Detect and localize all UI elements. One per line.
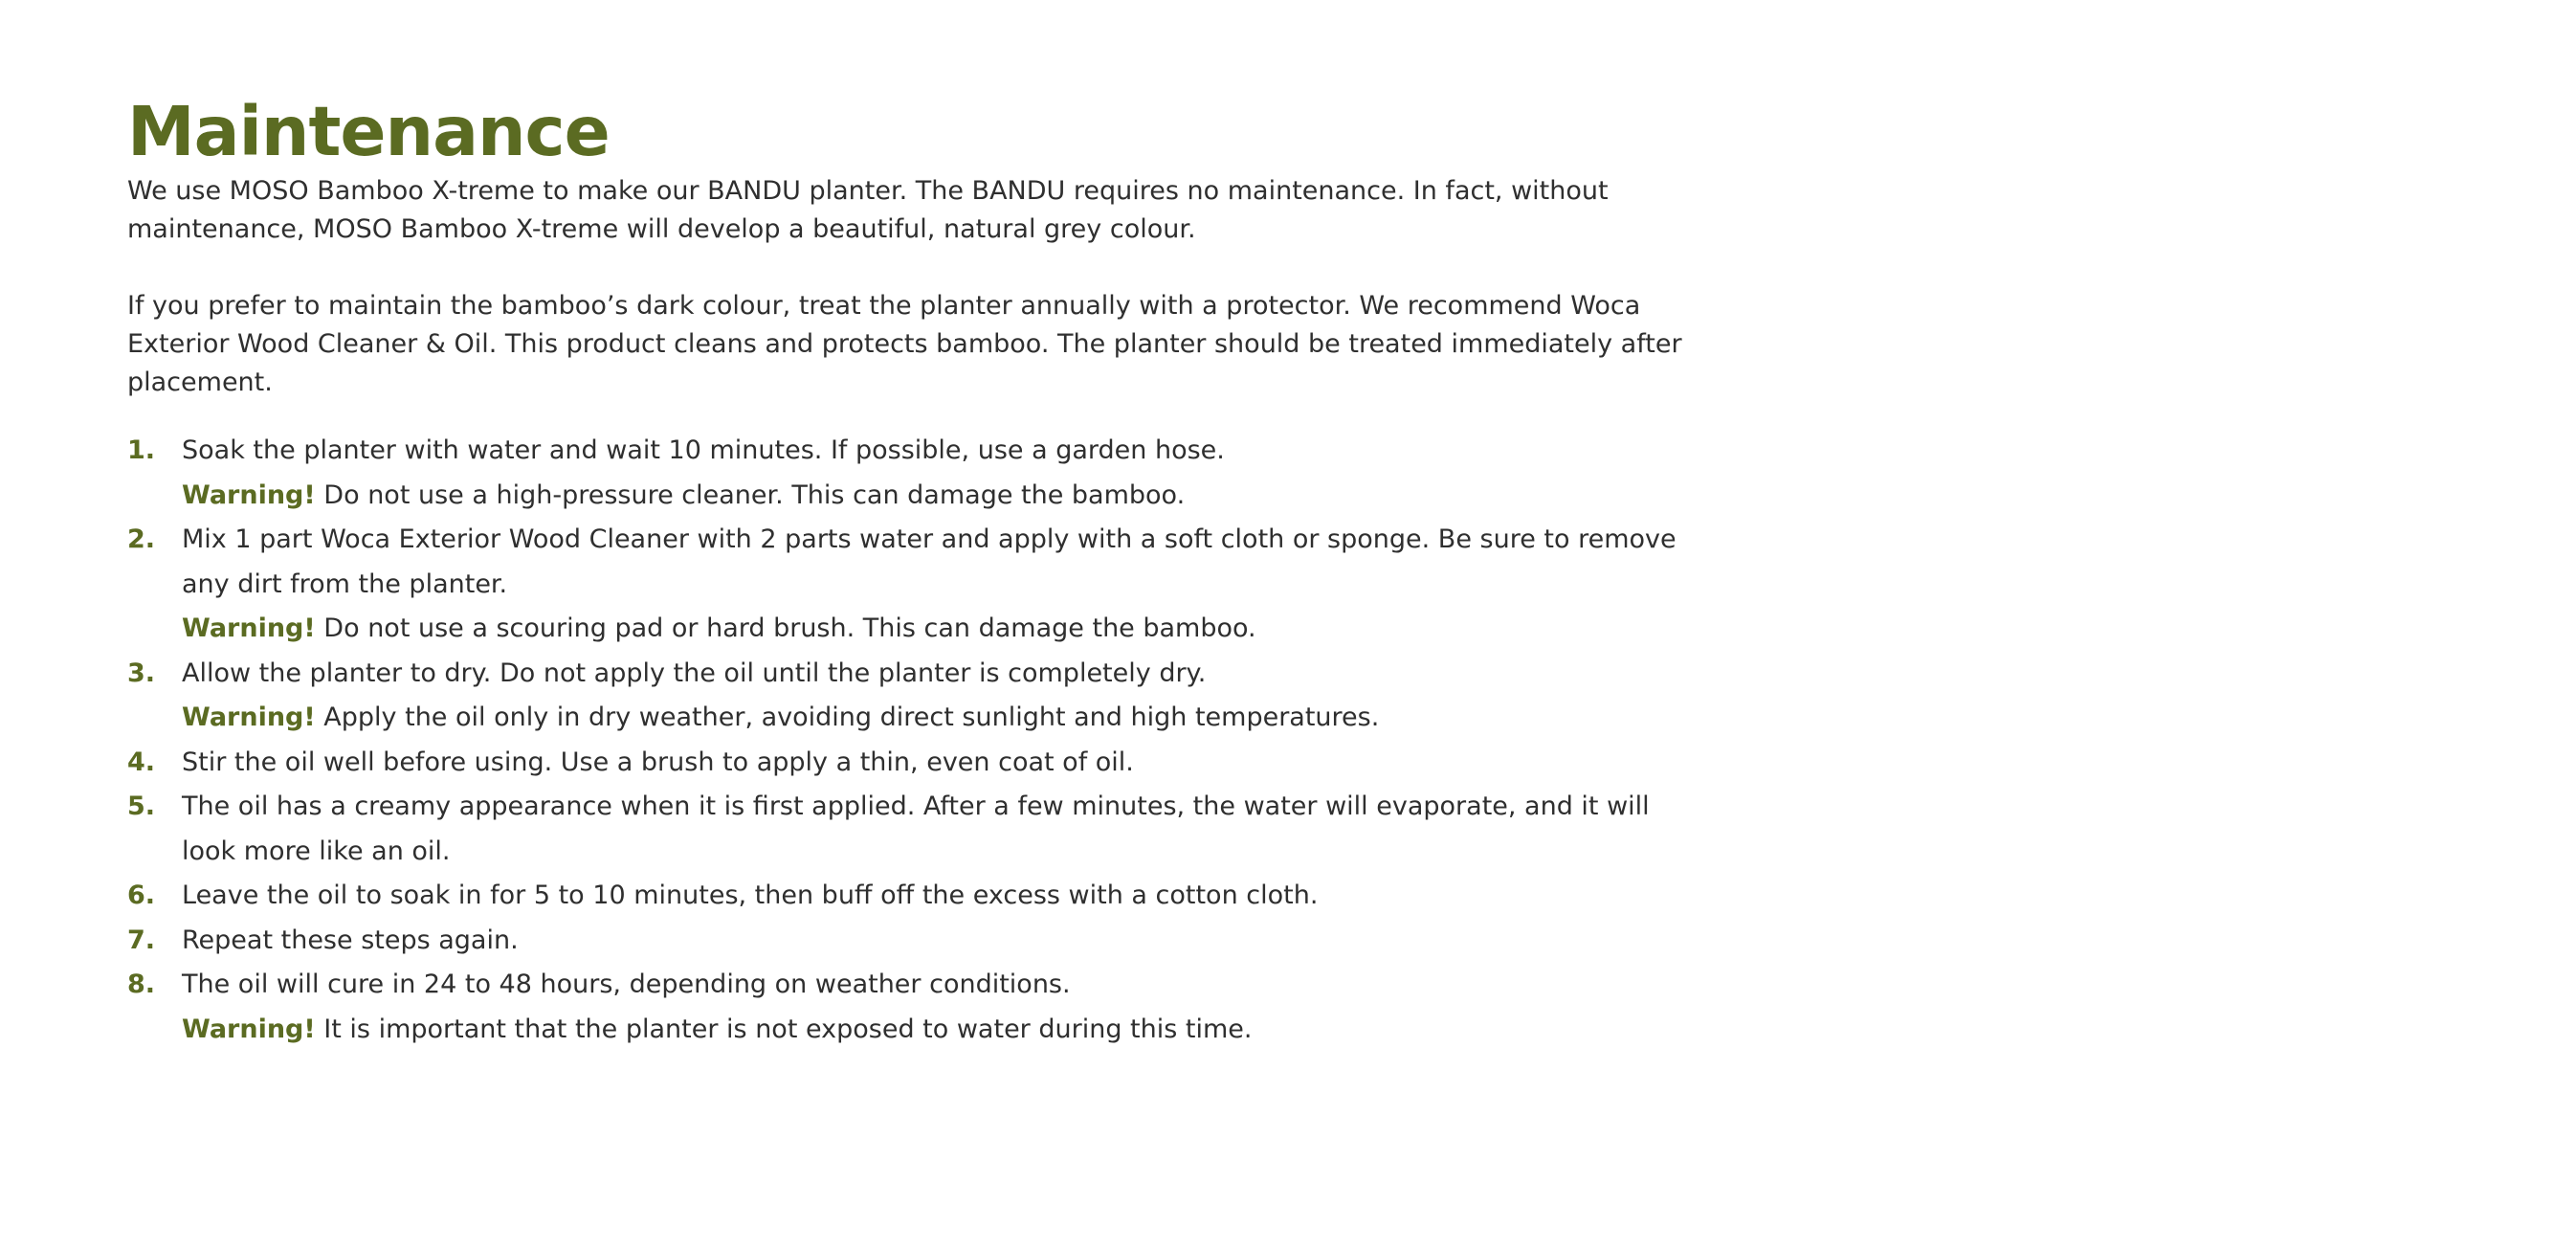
warning-text: It is important that the planter is not exposed to water during this time. (323, 1014, 1253, 1044)
step-number: 6. (127, 880, 156, 910)
step-text: Repeat these steps again. (182, 925, 519, 955)
step-item (127, 874, 1697, 919)
warning-text: Do not use a high-pressure cleaner. This can damage the bamboo. (323, 479, 1186, 510)
warning-note (182, 474, 1697, 519)
warning-text: Apply the oil only in dry weather, avoiding direct sunlight and high temperatures. (323, 702, 1380, 732)
step-item (127, 741, 1697, 786)
maintenance-section (127, 92, 1697, 1052)
intro-paragraph: We use MOSO Bamboo X-treme to make our BANDU planter. The BANDU requires no maintenance. In fact, without maintenance, MOSO Bamboo X-treme will develop a beautiful, natural grey colour. (127, 176, 1609, 244)
step-number: 5. (127, 791, 156, 821)
step-item (127, 919, 1697, 964)
warning-label: Warning! (182, 613, 316, 643)
warning-label: Warning! (182, 1014, 316, 1044)
warning-text: Do not use a scouring pad or hard brush. This can damage the bamboo. (323, 613, 1256, 643)
warning-note (182, 607, 1697, 652)
step-item (127, 429, 1697, 518)
steps-list (127, 429, 1697, 1052)
step-item (127, 652, 1697, 741)
warning-note (182, 696, 1697, 741)
warning-label: Warning! (182, 479, 316, 510)
step-text: The oil has a creamy appearance when it is first applied. After a few minutes, the water will evaporate, and it will look more like an oil. (182, 791, 1650, 866)
step-item (127, 518, 1697, 652)
step-text: Leave the oil to soak in for 5 to 10 minutes, then buff off the excess with a cotton cloth. (182, 880, 1319, 910)
step-number: 3. (127, 657, 156, 688)
step-number: 4. (127, 747, 156, 777)
step-text: Stir the oil well before using. Use a brush to apply a thin, even coat of oil. (182, 747, 1134, 777)
step-number: 7. (127, 925, 156, 955)
step-item (127, 785, 1697, 874)
step-text: Mix 1 part Woca Exterior Wood Cleaner with 2 parts water and apply with a soft cloth or sponge. Be sure to remove any dirt from the planter. (182, 524, 1677, 599)
step-number: 8. (127, 969, 156, 999)
step-text: Allow the planter to dry. Do not apply the oil until the planter is completely dry. (182, 657, 1207, 688)
step-text: Soak the planter with water and wait 10 minutes. If possible, use a garden hose. (182, 435, 1225, 465)
intro-paragraph: If you prefer to maintain the bamboo’s dark colour, treat the planter annually with a protector. We recommend Woca Exterior Wood Cleaner & Oil. This product cleans and protects bamboo. The planter should be treated immediately after placement. (127, 291, 1682, 397)
step-number: 2. (127, 524, 156, 554)
step-number: 1. (127, 435, 156, 465)
warning-note (182, 1008, 1697, 1053)
warning-label: Warning! (182, 702, 316, 732)
page-title: Maintenance (127, 92, 610, 171)
step-item (127, 963, 1697, 1052)
step-text: The oil will cure in 24 to 48 hours, depending on weather conditions. (182, 969, 1071, 999)
